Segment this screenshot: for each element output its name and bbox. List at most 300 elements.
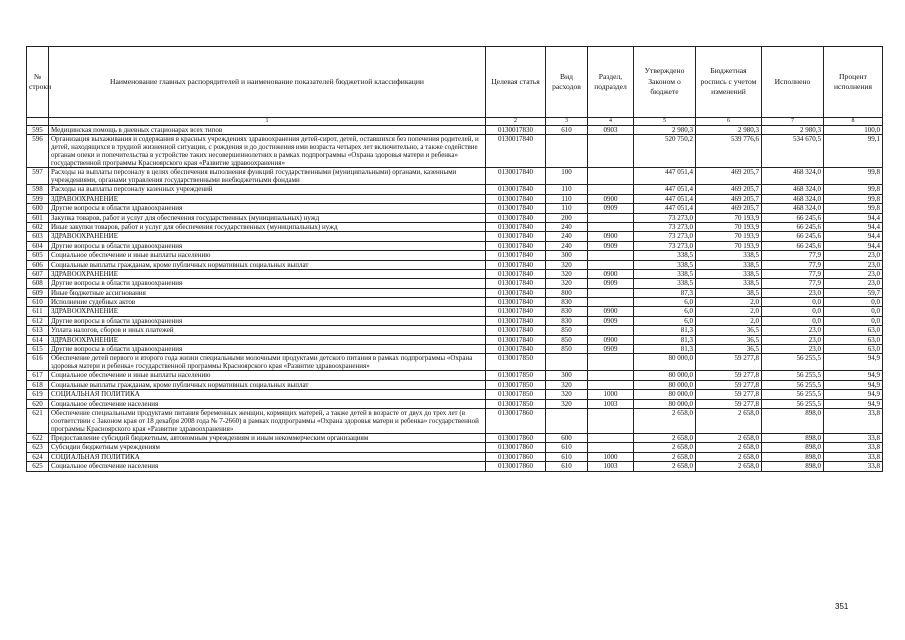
row-target-article: 0130017860 [486, 462, 546, 471]
row-target-article: 0130017840 [486, 241, 546, 250]
row-executed: 23,0 [762, 288, 824, 297]
row-executed: 0,0 [762, 316, 824, 325]
table-row [27, 371, 883, 380]
row-approved: 80 000,0 [634, 354, 696, 371]
row-expense-kind: 850 [546, 335, 588, 344]
row-expense-kind: 110 [546, 204, 588, 213]
row-target-article: 0130017840 [486, 269, 546, 278]
row-number: 608 [27, 279, 49, 288]
row-expense-kind: 110 [546, 194, 588, 203]
column-number: 2 [486, 118, 546, 126]
row-section: 0909 [588, 316, 634, 325]
row-section [588, 260, 634, 269]
column-number: 4 [588, 118, 634, 126]
row-name: Социальные выплаты гражданам, кроме публичных нормативных социальных выплат [49, 380, 486, 389]
row-name: Социальное обеспечение населения [49, 462, 486, 471]
row-approved: 73 273,0 [634, 232, 696, 241]
row-schedule: 70 193,9 [696, 232, 762, 241]
table-row [27, 241, 883, 250]
row-name: Уплата налогов, сборов и иных платежей [49, 326, 486, 335]
row-number: 621 [27, 408, 49, 433]
row-target-article: 0130017840 [486, 194, 546, 203]
row-section: 0909 [588, 279, 634, 288]
row-approved: 447 051,4 [634, 185, 696, 194]
row-expense-kind: 300 [546, 371, 588, 380]
table-row [27, 390, 883, 399]
row-name: Социальное обеспечение и иные выплаты населению [49, 371, 486, 380]
row-name: ЗДРАВООХРАНЕНИЕ [49, 307, 486, 316]
row-number: 604 [27, 241, 49, 250]
row-schedule: 338,5 [696, 260, 762, 269]
row-section [588, 326, 634, 335]
row-target-article: 0130017840 [486, 204, 546, 213]
row-approved: 338,5 [634, 269, 696, 278]
row-name: Иные бюджетные ассигнования [49, 288, 486, 297]
budget-table [26, 46, 883, 472]
page-number: 351 [835, 602, 849, 611]
row-executed: 56 255,5 [762, 390, 824, 399]
row-target-article: 0130017840 [486, 316, 546, 325]
row-percent: 33,8 [824, 462, 883, 471]
row-schedule: 59 277,8 [696, 380, 762, 389]
row-target-article: 0130017840 [486, 213, 546, 222]
row-executed: 898,0 [762, 452, 824, 461]
row-approved: 447 051,4 [634, 194, 696, 203]
row-name: Исполнение судебных актов [49, 298, 486, 307]
row-section: 1003 [588, 399, 634, 408]
row-number: 599 [27, 194, 49, 203]
row-name: Другие вопросы в области здравоохранения [49, 241, 486, 250]
row-percent: 99,8 [824, 194, 883, 203]
row-number: 619 [27, 390, 49, 399]
table-row [27, 443, 883, 452]
table-row [27, 185, 883, 194]
row-name: Социальное обеспечение и иные выплаты населению [49, 251, 486, 260]
row-name: СОЦИАЛЬНАЯ ПОЛИТИКА [49, 390, 486, 399]
header-target: Целевая статья [486, 47, 546, 118]
row-executed: 534 670,5 [762, 135, 824, 168]
row-approved: 520 750,2 [634, 135, 696, 168]
header-row [27, 47, 883, 118]
row-executed: 77,9 [762, 279, 824, 288]
row-section: 0900 [588, 269, 634, 278]
row-percent: 94,9 [824, 371, 883, 380]
row-number: 603 [27, 232, 49, 241]
row-expense-kind [546, 135, 588, 168]
row-expense-kind: 100 [546, 168, 588, 185]
row-percent: 33,8 [824, 443, 883, 452]
table-row [27, 232, 883, 241]
row-name: Другие вопросы в области здравоохранения [49, 316, 486, 325]
row-section: 0903 [588, 126, 634, 135]
row-number: 596 [27, 135, 49, 168]
row-target-article: 0130017850 [486, 354, 546, 371]
row-approved: 80 000,0 [634, 399, 696, 408]
table-row [27, 279, 883, 288]
row-section: 0909 [588, 204, 634, 213]
row-name: Другие вопросы в области здравоохранения [49, 204, 486, 213]
row-approved: 73 273,0 [634, 213, 696, 222]
row-executed: 23,0 [762, 335, 824, 344]
row-executed: 898,0 [762, 408, 824, 433]
row-schedule: 59 277,8 [696, 399, 762, 408]
row-expense-kind: 610 [546, 452, 588, 461]
row-expense-kind: 240 [546, 222, 588, 231]
row-approved: 338,5 [634, 251, 696, 260]
row-section: 0909 [588, 345, 634, 354]
row-section: 0900 [588, 194, 634, 203]
row-percent: 94,9 [824, 354, 883, 371]
row-percent: 59,7 [824, 288, 883, 297]
row-expense-kind: 320 [546, 399, 588, 408]
row-approved: 73 273,0 [634, 241, 696, 250]
row-approved: 6,0 [634, 307, 696, 316]
row-target-article: 0130017850 [486, 380, 546, 389]
row-percent: 63,0 [824, 326, 883, 335]
column-number: 7 [762, 118, 824, 126]
row-executed: 23,0 [762, 326, 824, 335]
row-schedule: 70 193,9 [696, 241, 762, 250]
row-executed: 898,0 [762, 433, 824, 442]
row-expense-kind: 850 [546, 326, 588, 335]
row-approved: 73 273,0 [634, 222, 696, 231]
row-name: Другие вопросы в области здравоохранения [49, 279, 486, 288]
row-target-article: 0130017840 [486, 288, 546, 297]
row-section: 0900 [588, 335, 634, 344]
column-number [27, 118, 49, 126]
row-schedule: 36,5 [696, 326, 762, 335]
row-number: 607 [27, 269, 49, 278]
row-approved: 447 051,4 [634, 204, 696, 213]
row-name: Расходы на выплаты персоналу в целях обеспечения выполнения функций государственными (муниципальными) органами, казенными учреждениями, органами управления государственными внебюджетными фондами [49, 168, 486, 185]
row-schedule: 338,5 [696, 251, 762, 260]
table-row [27, 326, 883, 335]
header-kind: Вид расходов [546, 47, 588, 118]
row-name: Иные закупки товаров, работ и услуг для обеспечения государственных (муниципальных) нужд [49, 222, 486, 231]
row-schedule: 2,0 [696, 298, 762, 307]
row-schedule: 70 193,9 [696, 222, 762, 231]
row-schedule: 36,5 [696, 345, 762, 354]
row-approved: 80 000,0 [634, 390, 696, 399]
row-section [588, 135, 634, 168]
row-schedule: 2 658,0 [696, 408, 762, 433]
row-target-article: 0130017840 [486, 260, 546, 269]
row-expense-kind: 320 [546, 279, 588, 288]
table-row [27, 251, 883, 260]
row-approved: 447 051,4 [634, 168, 696, 185]
table-row [27, 307, 883, 316]
table-row [27, 135, 883, 168]
row-target-article: 0130017840 [486, 345, 546, 354]
row-target-article: 0130017840 [486, 168, 546, 185]
column-number: 3 [546, 118, 588, 126]
row-expense-kind: 240 [546, 232, 588, 241]
row-executed: 56 255,5 [762, 380, 824, 389]
row-number: 620 [27, 399, 49, 408]
row-percent: 94,9 [824, 380, 883, 389]
row-approved: 2 658,0 [634, 408, 696, 433]
row-percent: 94,4 [824, 232, 883, 241]
row-section [588, 433, 634, 442]
header-approved: Утверждено Законом о бюджете [634, 47, 696, 118]
row-section: 1000 [588, 452, 634, 461]
table-row [27, 380, 883, 389]
row-name: Медицинская помощь в дневных стационарах всех типов [49, 126, 486, 135]
row-percent: 100,0 [824, 126, 883, 135]
row-name: Закупка товаров, работ и услуг для обеспечения государственных (муниципальных) нужд [49, 213, 486, 222]
table-row [27, 168, 883, 185]
row-executed: 468 324,0 [762, 168, 824, 185]
column-number: 8 [824, 118, 883, 126]
row-expense-kind: 110 [546, 185, 588, 194]
row-expense-kind [546, 354, 588, 371]
row-number: 605 [27, 251, 49, 260]
row-executed: 23,0 [762, 345, 824, 354]
row-approved: 6,0 [634, 316, 696, 325]
row-percent: 99,1 [824, 135, 883, 168]
row-percent: 63,0 [824, 335, 883, 344]
row-section [588, 408, 634, 433]
row-percent: 94,4 [824, 213, 883, 222]
row-executed: 0,0 [762, 307, 824, 316]
row-number: 624 [27, 452, 49, 461]
row-executed: 898,0 [762, 443, 824, 452]
row-target-article: 0130017840 [486, 279, 546, 288]
row-expense-kind: 610 [546, 462, 588, 471]
row-expense-kind: 320 [546, 269, 588, 278]
row-expense-kind [546, 408, 588, 433]
budget-sheet [26, 46, 882, 472]
row-section [588, 185, 634, 194]
row-number: 618 [27, 380, 49, 389]
row-approved: 81,3 [634, 345, 696, 354]
table-row [27, 462, 883, 471]
row-target-article: 0130017840 [486, 251, 546, 260]
table-row [27, 260, 883, 269]
table-row [27, 298, 883, 307]
row-section [588, 288, 634, 297]
row-name: Расходы на выплаты персоналу казенных учреждений [49, 185, 486, 194]
column-number: 1 [49, 118, 486, 126]
row-schedule: 338,5 [696, 279, 762, 288]
header-schedule: Бюджетная роспись с учетом изменений [696, 47, 762, 118]
column-number: 5 [634, 118, 696, 126]
row-target-article: 0130017840 [486, 222, 546, 231]
row-number: 623 [27, 443, 49, 452]
row-section [588, 213, 634, 222]
row-approved: 81,3 [634, 326, 696, 335]
row-percent: 33,8 [824, 408, 883, 433]
row-percent: 94,4 [824, 222, 883, 231]
row-schedule: 59 277,8 [696, 371, 762, 380]
row-expense-kind: 300 [546, 251, 588, 260]
row-executed: 77,9 [762, 251, 824, 260]
row-target-article: 0130017840 [486, 307, 546, 316]
row-expense-kind: 320 [546, 390, 588, 399]
row-executed: 468 324,0 [762, 204, 824, 213]
row-expense-kind: 320 [546, 260, 588, 269]
row-expense-kind: 800 [546, 288, 588, 297]
row-approved: 2 658,0 [634, 433, 696, 442]
row-number: 606 [27, 260, 49, 269]
row-percent: 33,8 [824, 433, 883, 442]
row-expense-kind: 830 [546, 307, 588, 316]
header-name: Наименование главных распорядителей и наименование показателей бюджетной классификации [49, 47, 486, 118]
row-percent: 99,8 [824, 168, 883, 185]
row-schedule: 469 205,7 [696, 168, 762, 185]
row-section: 1000 [588, 390, 634, 399]
table-row [27, 399, 883, 408]
row-name: ЗДРАВООХРАНЕНИЕ [49, 335, 486, 344]
row-name: Социальное обеспечение населения [49, 399, 486, 408]
row-schedule: 469 205,7 [696, 185, 762, 194]
table-row [27, 194, 883, 203]
row-target-article: 0130017840 [486, 326, 546, 335]
row-number: 602 [27, 222, 49, 231]
row-schedule: 38,5 [696, 288, 762, 297]
row-percent: 99,8 [824, 185, 883, 194]
row-name: ЗДРАВООХРАНЕНИЕ [49, 232, 486, 241]
row-number: 597 [27, 168, 49, 185]
row-number: 595 [27, 126, 49, 135]
row-name: ЗДРАВООХРАНЕНИЕ [49, 194, 486, 203]
row-approved: 2 658,0 [634, 452, 696, 461]
table-row [27, 452, 883, 461]
row-section: 0900 [588, 307, 634, 316]
row-expense-kind: 610 [546, 126, 588, 135]
row-name: СОЦИАЛЬНАЯ ПОЛИТИКА [49, 452, 486, 461]
table-row [27, 288, 883, 297]
row-schedule: 469 205,7 [696, 194, 762, 203]
row-section [588, 222, 634, 231]
row-approved: 81,3 [634, 335, 696, 344]
row-percent: 94,4 [824, 241, 883, 250]
row-executed: 66 245,6 [762, 241, 824, 250]
row-percent: 99,8 [824, 204, 883, 213]
row-percent: 23,0 [824, 279, 883, 288]
row-percent: 63,0 [824, 345, 883, 354]
row-section [588, 298, 634, 307]
row-number: 610 [27, 298, 49, 307]
table-row [27, 408, 883, 433]
row-number: 622 [27, 433, 49, 442]
row-schedule: 59 277,8 [696, 390, 762, 399]
row-percent: 94,9 [824, 399, 883, 408]
row-approved: 87,3 [634, 288, 696, 297]
header-percent: Процент исполнения [824, 47, 883, 118]
row-approved: 2 980,3 [634, 126, 696, 135]
row-name: Социальные выплаты гражданам, кроме публичных нормативных социальных выплат [49, 260, 486, 269]
row-section [588, 354, 634, 371]
row-target-article: 0130017860 [486, 433, 546, 442]
row-section [588, 371, 634, 380]
row-expense-kind: 600 [546, 433, 588, 442]
row-percent: 0,0 [824, 307, 883, 316]
row-section: 1003 [588, 462, 634, 471]
row-section: 0909 [588, 241, 634, 250]
table-row [27, 204, 883, 213]
row-schedule: 2 658,0 [696, 443, 762, 452]
header-num: № строки [27, 47, 49, 118]
row-schedule: 2 658,0 [696, 452, 762, 461]
row-section [588, 168, 634, 185]
row-approved: 6,0 [634, 298, 696, 307]
row-number: 611 [27, 307, 49, 316]
row-target-article: 0130017840 [486, 232, 546, 241]
row-executed: 2 980,3 [762, 126, 824, 135]
row-number: 612 [27, 316, 49, 325]
row-schedule: 539 776,6 [696, 135, 762, 168]
row-expense-kind: 240 [546, 241, 588, 250]
table-row [27, 213, 883, 222]
header-section: Раздел, подраздел [588, 47, 634, 118]
row-percent: 23,0 [824, 269, 883, 278]
row-number: 614 [27, 335, 49, 344]
row-number: 617 [27, 371, 49, 380]
table-row [27, 126, 883, 135]
row-schedule: 59 277,8 [696, 354, 762, 371]
header-executed: Исполнено [762, 47, 824, 118]
row-target-article: 0130017830 [486, 126, 546, 135]
table-body [27, 126, 883, 472]
row-percent: 23,0 [824, 260, 883, 269]
table-row [27, 345, 883, 354]
row-target-article: 0130017850 [486, 399, 546, 408]
row-target-article: 0130017840 [486, 298, 546, 307]
row-target-article: 0130017860 [486, 443, 546, 452]
column-numbers-row [27, 118, 883, 126]
row-target-article: 0130017850 [486, 390, 546, 399]
row-executed: 77,9 [762, 269, 824, 278]
row-executed: 56 255,5 [762, 354, 824, 371]
row-executed: 66 245,6 [762, 222, 824, 231]
row-expense-kind: 610 [546, 443, 588, 452]
row-number: 625 [27, 462, 49, 471]
row-executed: 56 255,5 [762, 399, 824, 408]
row-schedule: 70 193,9 [696, 213, 762, 222]
row-target-article: 0130017840 [486, 185, 546, 194]
row-number: 598 [27, 185, 49, 194]
row-approved: 80 000,0 [634, 371, 696, 380]
row-approved: 2 658,0 [634, 462, 696, 471]
row-expense-kind: 830 [546, 316, 588, 325]
row-executed: 56 255,5 [762, 371, 824, 380]
row-executed: 77,9 [762, 260, 824, 269]
row-schedule: 2 980,3 [696, 126, 762, 135]
row-percent: 23,0 [824, 251, 883, 260]
row-expense-kind: 200 [546, 213, 588, 222]
table-row [27, 222, 883, 231]
row-section [588, 380, 634, 389]
row-approved: 80 000,0 [634, 380, 696, 389]
row-number: 615 [27, 345, 49, 354]
row-expense-kind: 830 [546, 298, 588, 307]
row-target-article: 0130017840 [486, 335, 546, 344]
table-row [27, 269, 883, 278]
row-section: 0900 [588, 232, 634, 241]
row-name: Субсидии бюджетным учреждениям [49, 443, 486, 452]
table-row [27, 354, 883, 371]
row-name: Предоставление субсидий бюджетным, автономным учреждениям и иным некоммерческим организациям [49, 433, 486, 442]
row-schedule: 36,5 [696, 335, 762, 344]
row-name: ЗДРАВООХРАНЕНИЕ [49, 269, 486, 278]
row-schedule: 469 205,7 [696, 204, 762, 213]
row-schedule: 2,0 [696, 307, 762, 316]
row-number: 616 [27, 354, 49, 371]
row-target-article: 0130017840 [486, 135, 546, 168]
row-target-article: 0130017860 [486, 452, 546, 461]
table-row [27, 433, 883, 442]
